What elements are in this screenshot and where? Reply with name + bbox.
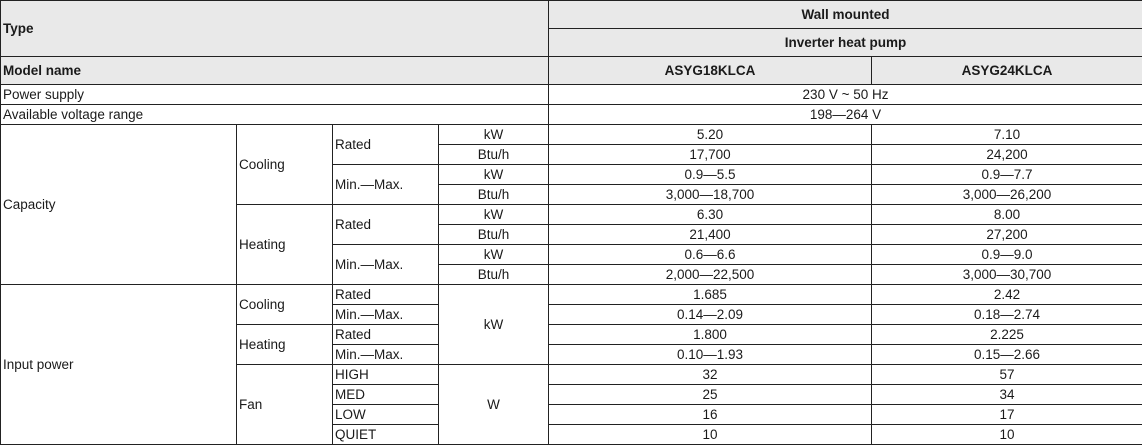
unit-btu: Btu/h: [439, 145, 549, 165]
unit-kw: kW: [439, 165, 549, 185]
fan-quiet-label: QUIET: [333, 425, 439, 445]
value-cell: 17: [872, 405, 1142, 425]
value-cell: 0.6—6.6: [549, 245, 872, 265]
capacity-cooling-minmax-label: Min.—Max.: [333, 165, 439, 205]
value-cell: 57: [872, 365, 1142, 385]
model-1-header: ASYG18KLCA: [549, 57, 872, 85]
unit-btu: Btu/h: [439, 185, 549, 205]
model-2-header: ASYG24KLCA: [872, 57, 1142, 85]
fan-med-label: MED: [333, 385, 439, 405]
capacity-cooling-rated-label: Rated: [333, 125, 439, 165]
unit-btu: Btu/h: [439, 225, 549, 245]
unit-w: W: [439, 365, 549, 445]
voltage-range-label: Available voltage range: [1, 105, 549, 125]
value-cell: 0.9—5.5: [549, 165, 872, 185]
value-cell: 21,400: [549, 225, 872, 245]
value-cell: 8.00: [872, 205, 1142, 225]
fan-high-label: HIGH: [333, 365, 439, 385]
capacity-heating-rated-label: Rated: [333, 205, 439, 245]
input-cooling-minmax-label: Min.—Max.: [333, 305, 439, 325]
value-cell: 27,200: [872, 225, 1142, 245]
value-cell: 1.800: [549, 325, 872, 345]
wall-mounted-header: Wall mounted: [549, 1, 1142, 29]
table-row: [1, 125, 1142, 145]
value-cell: 6.30: [549, 205, 872, 225]
unit-kw: kW: [439, 285, 549, 365]
value-cell: 16: [549, 405, 872, 425]
power-supply-label: Power supply: [1, 85, 549, 105]
value-cell: 0.14—2.09: [549, 305, 872, 325]
input-fan-label: Fan: [237, 365, 333, 445]
input-heating-label: Heating: [237, 325, 333, 365]
input-cooling-rated-label: Rated: [333, 285, 439, 305]
value-cell: 10: [872, 425, 1142, 445]
value-cell: 3,000—18,700: [549, 185, 872, 205]
value-cell: 0.9—9.0: [872, 245, 1142, 265]
inverter-heat-pump-header: Inverter heat pump: [549, 29, 1142, 57]
value-cell: 5.20: [549, 125, 872, 145]
unit-btu: Btu/h: [439, 265, 549, 285]
fan-low-label: LOW: [333, 405, 439, 425]
capacity-label: Capacity: [1, 125, 237, 285]
table-row: [1, 285, 1142, 305]
type-header: Type: [1, 1, 549, 57]
power-supply-value: 230 V ~ 50 Hz: [549, 85, 1142, 105]
value-cell: 17,700: [549, 145, 872, 165]
value-cell: 0.9—7.7: [872, 165, 1142, 185]
input-power-label: Input power: [1, 285, 237, 445]
value-cell: 2,000—22,500: [549, 265, 872, 285]
value-cell: 0.10—1.93: [549, 345, 872, 365]
value-cell: 7.10: [872, 125, 1142, 145]
value-cell: 3,000—30,700: [872, 265, 1142, 285]
unit-kw: kW: [439, 205, 549, 225]
capacity-heating-minmax-label: Min.—Max.: [333, 245, 439, 285]
model-name-header: Model name: [1, 57, 549, 85]
unit-kw: kW: [439, 125, 549, 145]
value-cell: 0.15—2.66: [872, 345, 1142, 365]
value-cell: 10: [549, 425, 872, 445]
value-cell: 3,000—26,200: [872, 185, 1142, 205]
value-cell: 34: [872, 385, 1142, 405]
value-cell: 24,200: [872, 145, 1142, 165]
unit-kw: kW: [439, 245, 549, 265]
input-heating-minmax-label: Min.—Max.: [333, 345, 439, 365]
input-heating-rated-label: Rated: [333, 325, 439, 345]
value-cell: 2.225: [872, 325, 1142, 345]
value-cell: 0.18—2.74: [872, 305, 1142, 325]
capacity-heating-label: Heating: [237, 205, 333, 285]
voltage-range-value: 198—264 V: [549, 105, 1142, 125]
value-cell: 1.685: [549, 285, 872, 305]
capacity-cooling-label: Cooling: [237, 125, 333, 205]
value-cell: 25: [549, 385, 872, 405]
value-cell: 2.42: [872, 285, 1142, 305]
input-cooling-label: Cooling: [237, 285, 333, 325]
value-cell: 32: [549, 365, 872, 385]
